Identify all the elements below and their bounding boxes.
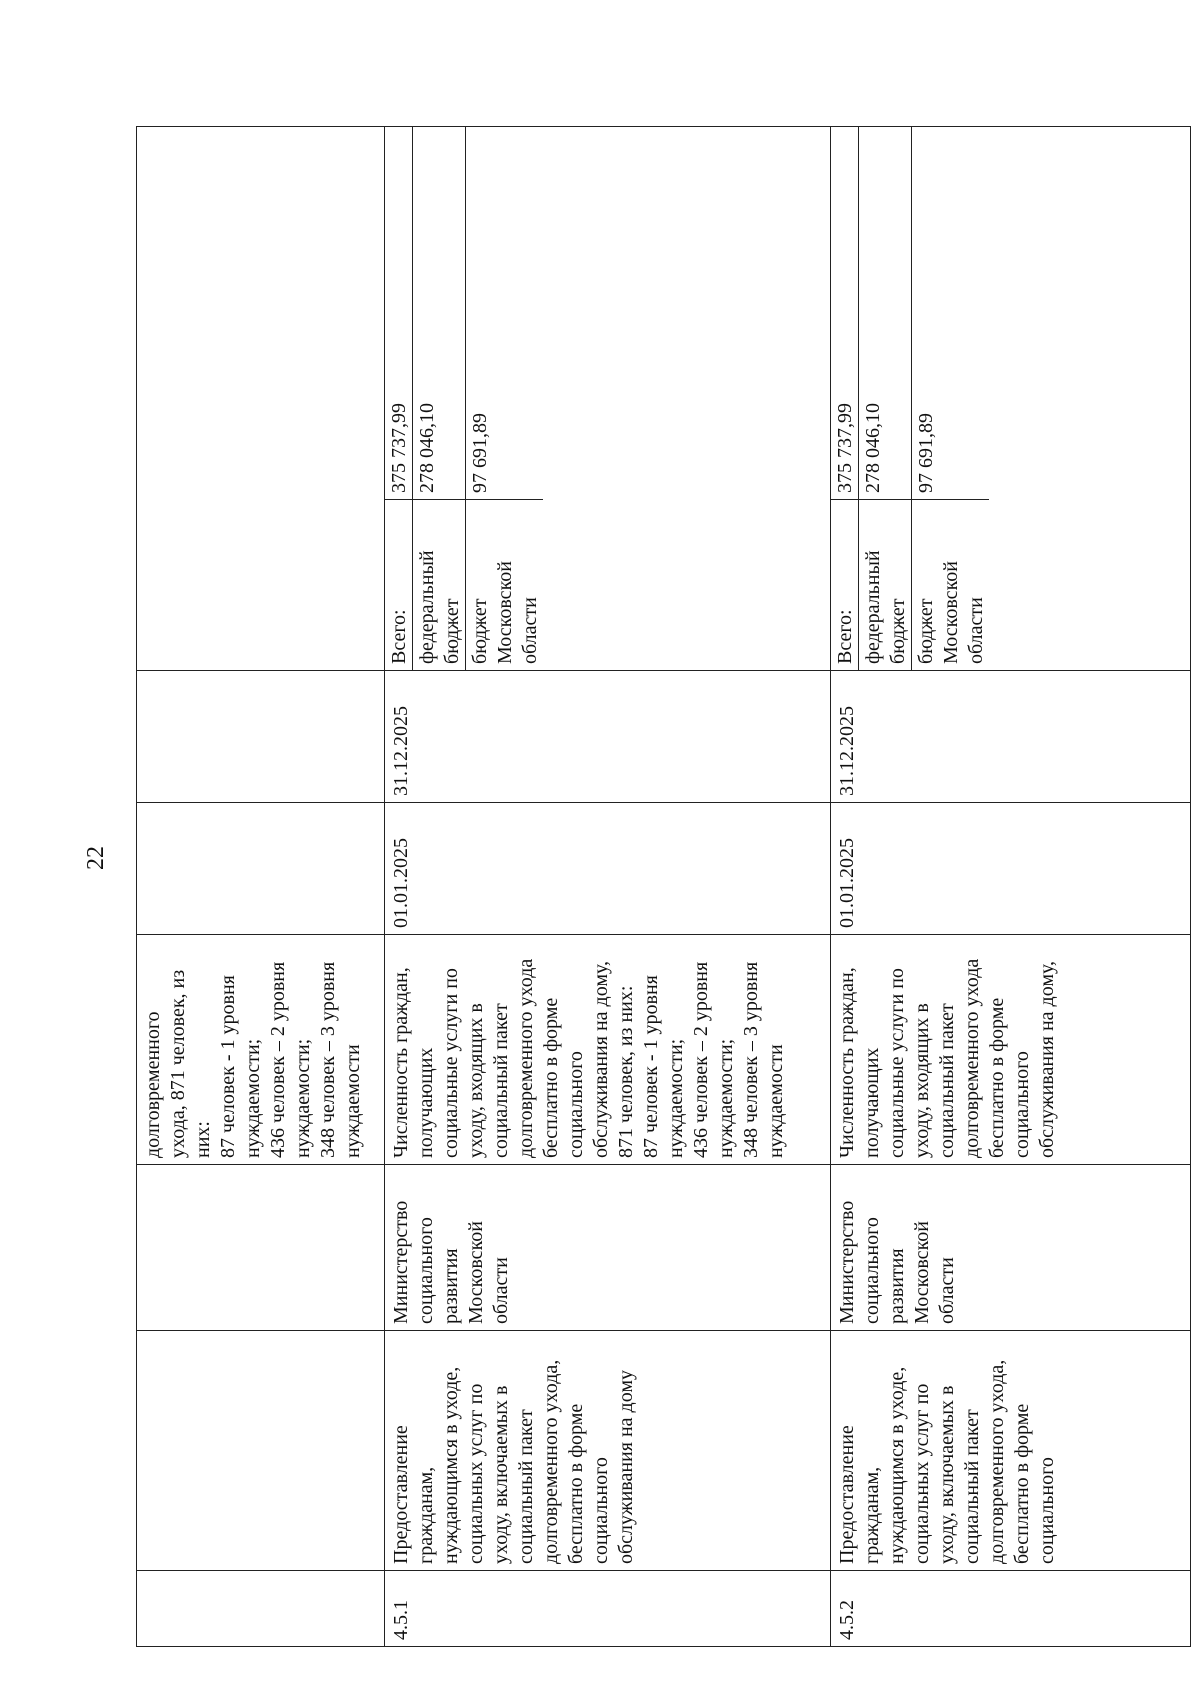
- funding-source: федеральный бюджет: [413, 500, 466, 671]
- continuation-executor-cell: [137, 1165, 385, 1331]
- funding-source: бюджет Московской области: [466, 500, 544, 671]
- end-date: 31.12.2025: [385, 671, 831, 803]
- funding-amount: 278 046,10: [859, 127, 912, 500]
- row-number: 4.5.2: [831, 1571, 1191, 1647]
- end-date: 31.12.2025: [831, 671, 1191, 803]
- activity-name: Предоставление гражданам, нуждающимся в уходе, социальных услуг по уходу, включаемых в социальный пакет долговременного ухода, бесплатно в форме социального: [831, 1331, 1191, 1571]
- program-activities-table: [136, 126, 1191, 1647]
- result-indicator: Численность граждан, получающих социальные услуги по уходу, входящих в социальный пакет долговременного ухода бесплатно в форме социального обслуживания на дому, 871 человек, из них: 87 человек - 1 уровня нуждаемости; 436 человек – 2 уровня нуждаемости; 348 человек – 3 уровня нуждаемости: [385, 935, 831, 1165]
- funding-amount: 97 691,89: [466, 127, 544, 500]
- page-number: 22: [82, 846, 109, 870]
- funding-amount: 375 737,99: [388, 403, 410, 493]
- funding-amount: 375 737,99: [834, 403, 856, 493]
- funding-subtable: [385, 127, 543, 670]
- funding-amount: 278 046,10: [413, 127, 466, 500]
- row-number: 4.5.1: [385, 1571, 831, 1647]
- funding-cell: [385, 127, 831, 671]
- funding-row-regional: [912, 127, 990, 670]
- rotated-table-wrapper: [0, 47, 1090, 1657]
- funding-cell: [831, 127, 1191, 671]
- funding-row-regional: [466, 127, 544, 670]
- funding-row-total: [831, 127, 859, 670]
- start-date: 01.01.2025: [831, 803, 1191, 935]
- continuation-num-cell: [137, 1571, 385, 1647]
- funding-source: бюджет Московской области: [912, 500, 990, 671]
- table-row: [831, 127, 1191, 1647]
- continuation-indicator-cell: долговременного ухода, 871 человек, из них: 87 человек - 1 уровня нуждаемости; 436 человек – 2 уровня нуждаемости; 348 человек – 3 уровня нуждаемости: [137, 935, 385, 1165]
- funding-source: федеральный бюджет: [859, 500, 912, 671]
- activity-name: Предоставление гражданам, нуждающимся в уходе, социальных услуг по уходу, включаемых в социальный пакет долговременного ухода, бесплатно в форме социального обслуживания на дому: [385, 1331, 831, 1571]
- executor: Министерство социального развития Московской области: [385, 1165, 831, 1331]
- table-row: [385, 127, 831, 1647]
- continuation-end-cell: [137, 671, 385, 803]
- executor: Министерство социального развития Московской области: [831, 1165, 1191, 1331]
- funding-source: Всего:: [385, 500, 413, 671]
- result-indicator: Численность граждан, получающих социальные услуги по уходу, входящих в социальный пакет долговременного ухода бесплатно в форме социального обслуживания на дому,: [831, 935, 1191, 1165]
- funding-subtable: [831, 127, 989, 670]
- table-row-continuation: [137, 127, 385, 1647]
- start-date: 01.01.2025: [385, 803, 831, 935]
- funding-row-federal: [413, 127, 466, 670]
- funding-amount: 97 691,89: [912, 127, 990, 500]
- continuation-name-cell: [137, 1331, 385, 1571]
- continuation-funding-cell: [137, 127, 385, 671]
- continuation-start-cell: [137, 803, 385, 935]
- funding-row-total: [385, 127, 413, 670]
- funding-source: Всего:: [831, 500, 859, 671]
- funding-row-federal: [859, 127, 912, 670]
